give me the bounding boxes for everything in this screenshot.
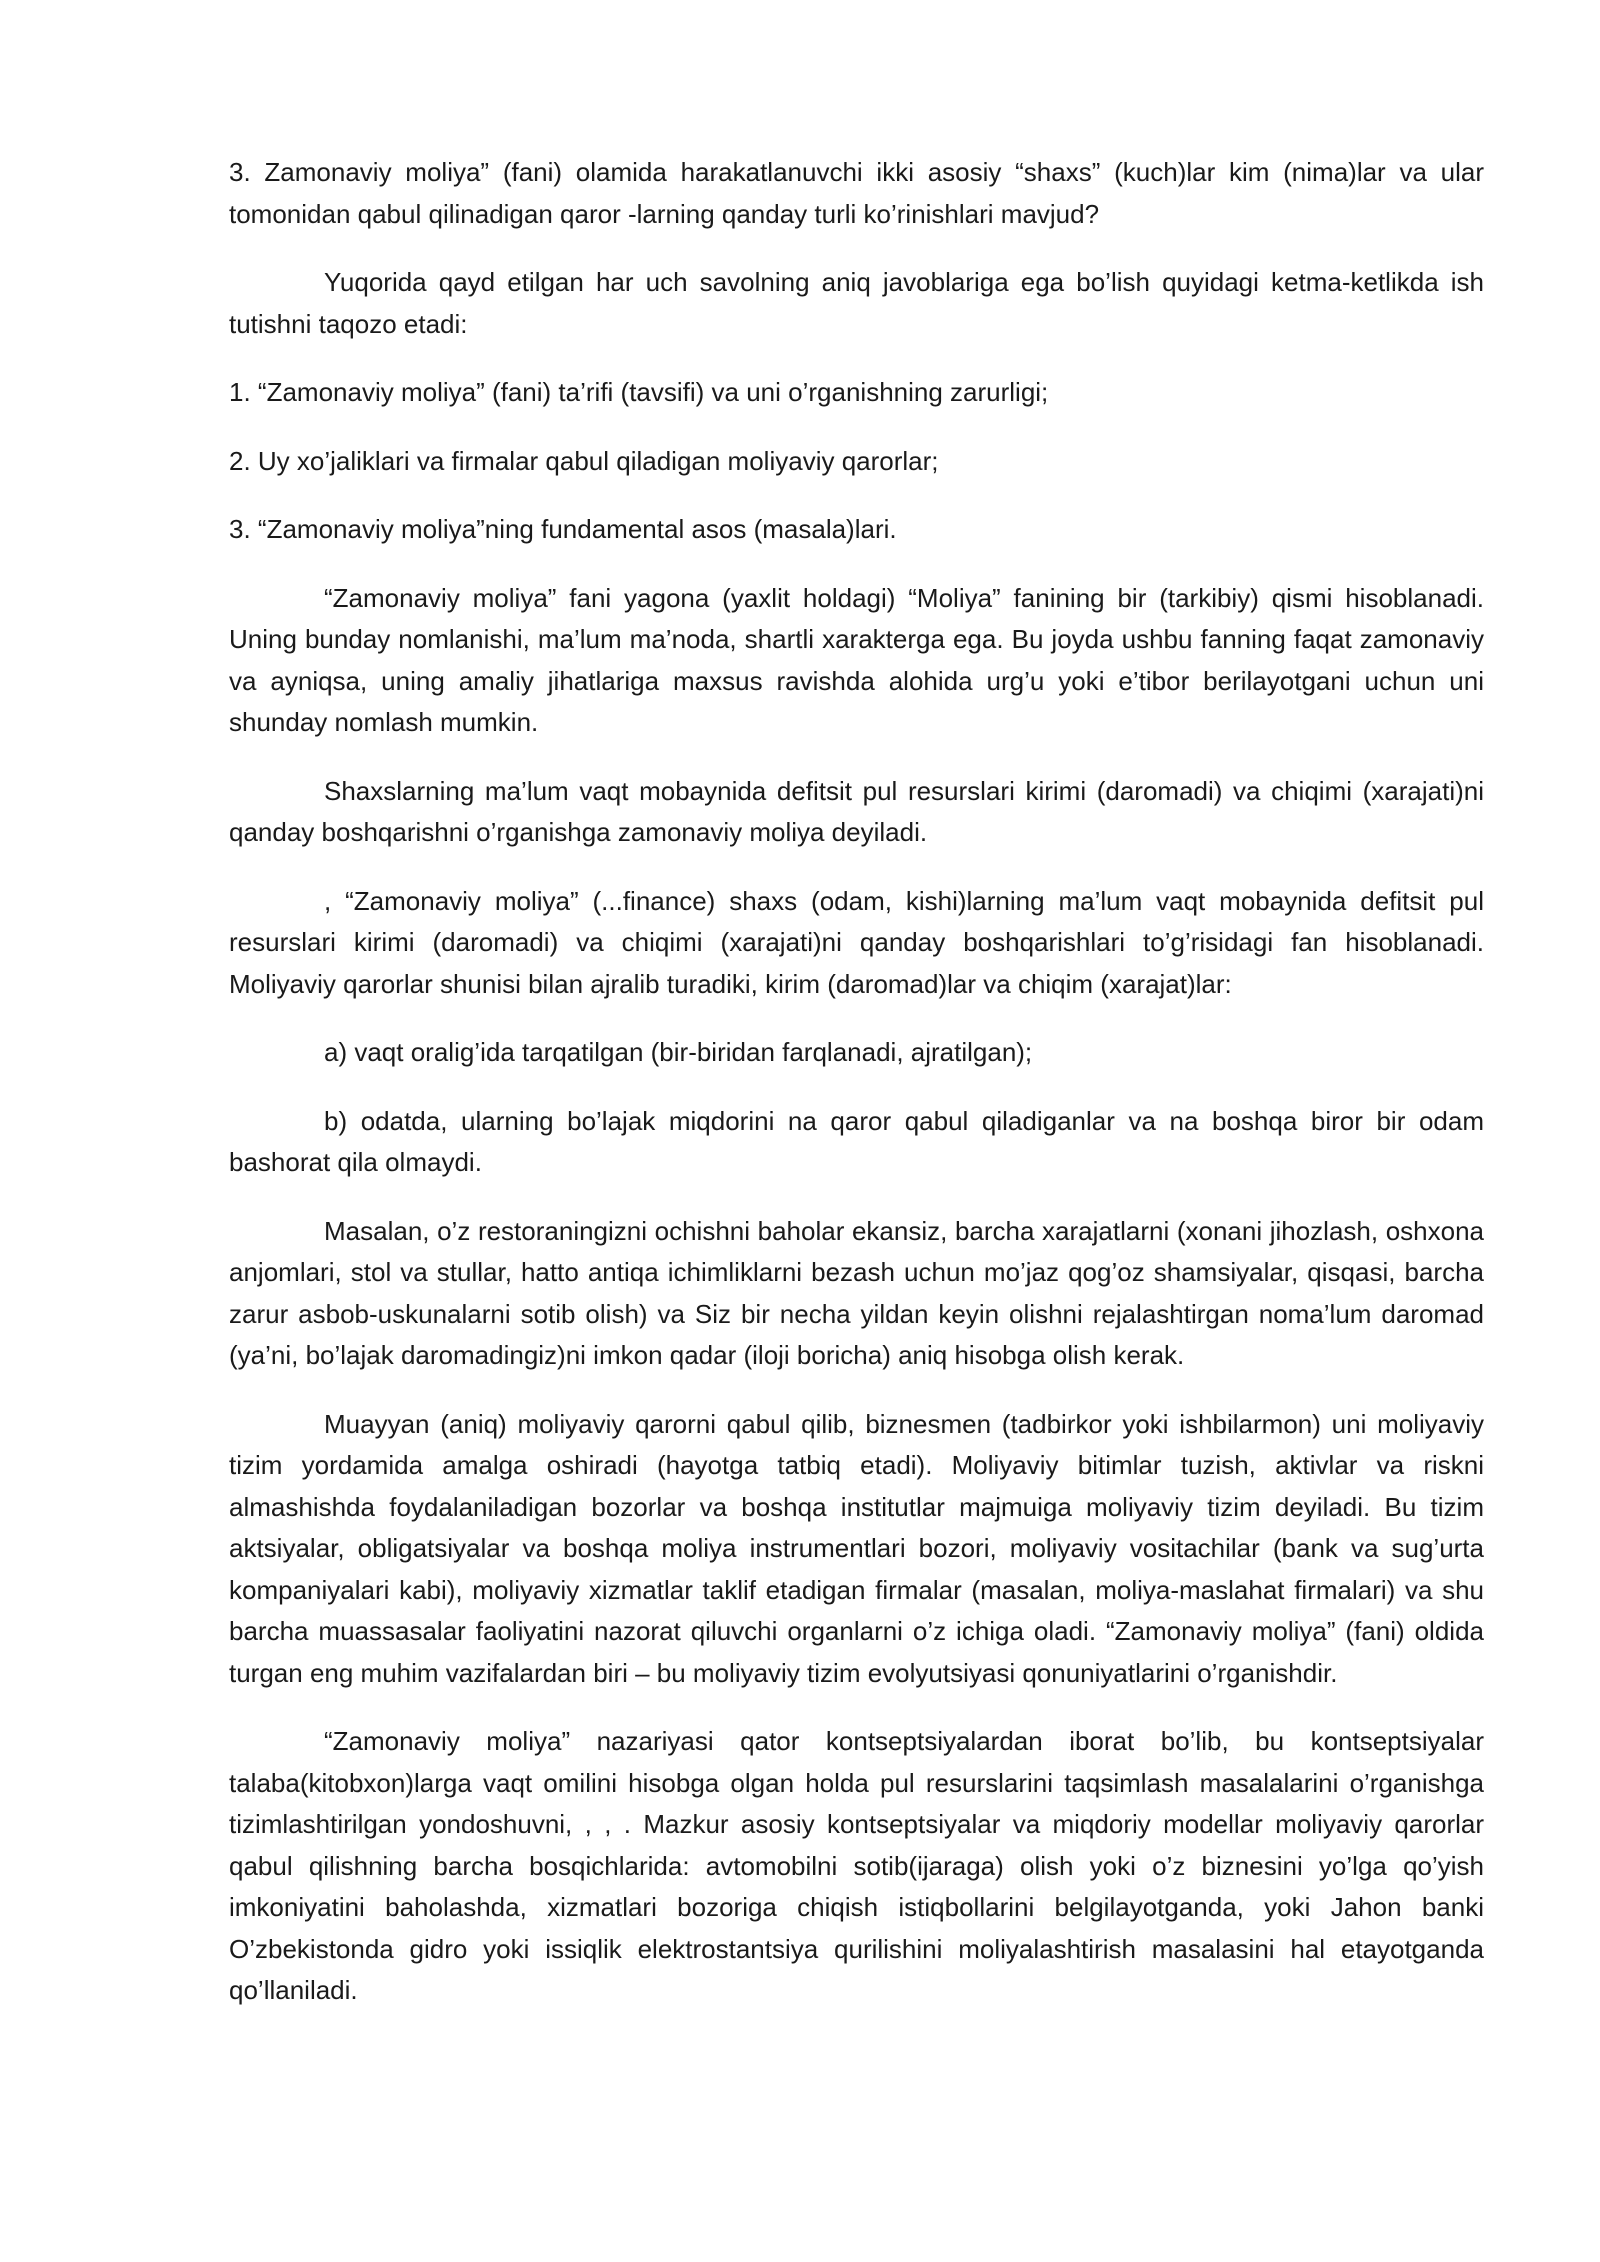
finance-science-paragraph: , “Zamonaviy moliya” (...finance) shaxs (odam, kishi)larning ma’lum vaqt mobaynida defitsit pul resurslari kirimi (daromadi) va chiqimi (xarajati)ni qanday boshqarishlari to’g’risidagi fan hisoblanadi. Moliyaviy qarorlar shunisi bilan ajralib turadiki, kirim (daromad)lar va chiqim (xarajat)lar:	[229, 885, 1484, 999]
sub-item-b: b) odatda, ularning bo’lajak miqdorini na qaror qabul qiladiganlar va na boshqa biror bir odam bashorat qila olmaydi.	[229, 1105, 1484, 1177]
list-item-1: 1. “Zamonaviy moliya” (fani) ta’rifi (tavsifi) va uni o’rganishning zarurligi;	[229, 377, 1049, 407]
question-paragraph: 3. Zamonaviy moliya” (fani) olamida harakatlanuvchi ikki asosiy “shaxs” (kuch)lar kim (nima)lar va ular tomonidan qabul qilinadigan qaror -larning qanday turli ko’rinishlari mavjud?	[229, 157, 1484, 229]
document-body	[229, 152, 1484, 2039]
list-item-2: 2. Uy xo’jaliklari va firmalar qabul qiladigan moliyaviy qarorlar;	[229, 445, 939, 476]
theory-paragraph: “Zamonaviy moliya” nazariyasi qator kontseptsiyalardan iborat bo’lib, bu kontseptsiyalar talaba(kitobxon)larga vaqt omilini hisobga olgan holda pul resurslarini taqsimlash masalalarini o’rganishga tizimlashtirilgan yondoshuvni, , , . Mazkur asosiy kontseptsiyalar va miqdoriy modellar moliyaviy qarorlar qabul qilishning barcha bosqichlarida: avtomobilni sotib(ijaraga) olish yoki o’z biznesini yo’lga qo’yish imkoniyatini baholashda, xizmatlari bozoriga chiqish istiqbollarini belgilayotganda, yoki Jahon banki O’zbekistonda gidro yoki issiqlik elektrostantsiya qurilishini moliyalashtirish masalasini hal etayotganda qo’llaniladi.	[229, 1726, 1484, 2005]
restaurant-example-paragraph: Masalan, o’z restoraningizni ochishni baholar ekansiz, barcha xarajatlarni (xonani jihozlash, oshxona anjomlari, stol va stullar, hatto antiqa ichimliklarni bezash uchun mo’jaz qog’oz shamsiyalar, qisqasi, barcha zarur asbob-uskunalarni sotib olish) va Siz bir necha yildan keyin olishni rejalashtirgan noma’lum daromad (ya’ni, bo’lajak daromadingiz)ni imkon qadar (iloji boricha) aniq hisobga olish kerak.	[229, 1215, 1484, 1370]
modern-finance-definition: Shaxslarning ma’lum vaqt mobaynida defitsit pul resurslari kirimi (daromadi) va chiqimi (xarajati)ni qanday boshqarishni o’rganishga zamonaviy moliya deyiladi.	[229, 775, 1484, 847]
intro-paragraph: Yuqorida qayd etilgan har uch savolning aniq javoblariga ega bo’lish quyidagi ketma-ketlikda ish tutishni taqozo etadi:	[229, 267, 1484, 339]
sub-item-a: a) vaqt oralig’ida tarqatilgan (bir-biridan farqlanadi, ajratilgan);	[324, 1037, 1033, 1067]
definition-paragraph: “Zamonaviy moliya” fani yagona (yaxlit holdagi) “Moliya” fanining bir (tarkibiy) qismi hisoblanadi. Uning bunday nomlanishi, ma’lum ma’noda, shartli xarakterga ega. Bu joyda ushbu fanning faqat zamonaviy va ayniqsa, uning amaliy jihatlariga maxsus ravishda alohida urg’u yoki e’tibor berilayotgani uchun uni shunday nomlash mumkin.	[229, 582, 1484, 737]
list-item-3: 3. “Zamonaviy moliya”ning fundamental asos (masala)lari.	[229, 514, 897, 544]
financial-system-paragraph: Muayyan (aniq) moliyaviy qarorni qabul qilib, biznesmen (tadbirkor yoki ishbilarmon) uni moliyaviy tizim yordamida amalga oshiradi (hayotga tatbiq etadi). Moliyaviy bitimlar tuzish, aktivlar va riskni almashishda foydalaniladigan bozorlar va boshqa institutlar majmuiga moliyaviy tizim deyiladi. Bu tizim aktsiyalar, obligatsiyalar va boshqa moliya instrumentlari bozori, moliyaviy vositachilar (bank va sug’urta kompaniyalari kabi), moliyaviy xizmatlar taklif etadigan firmalar (masalan, moliya-maslahat firmalari) va shu barcha muassasalar faoliyatini nazorat qiluvchi organlarni o’z ichiga oladi. “Zamonaviy moliya” (fani) oldida turgan eng muhim vazifalardan biri – bu moliyaviy tizim evolyutsiyasi qonuniyatlarini o’rganishdir.	[229, 1408, 1484, 1688]
